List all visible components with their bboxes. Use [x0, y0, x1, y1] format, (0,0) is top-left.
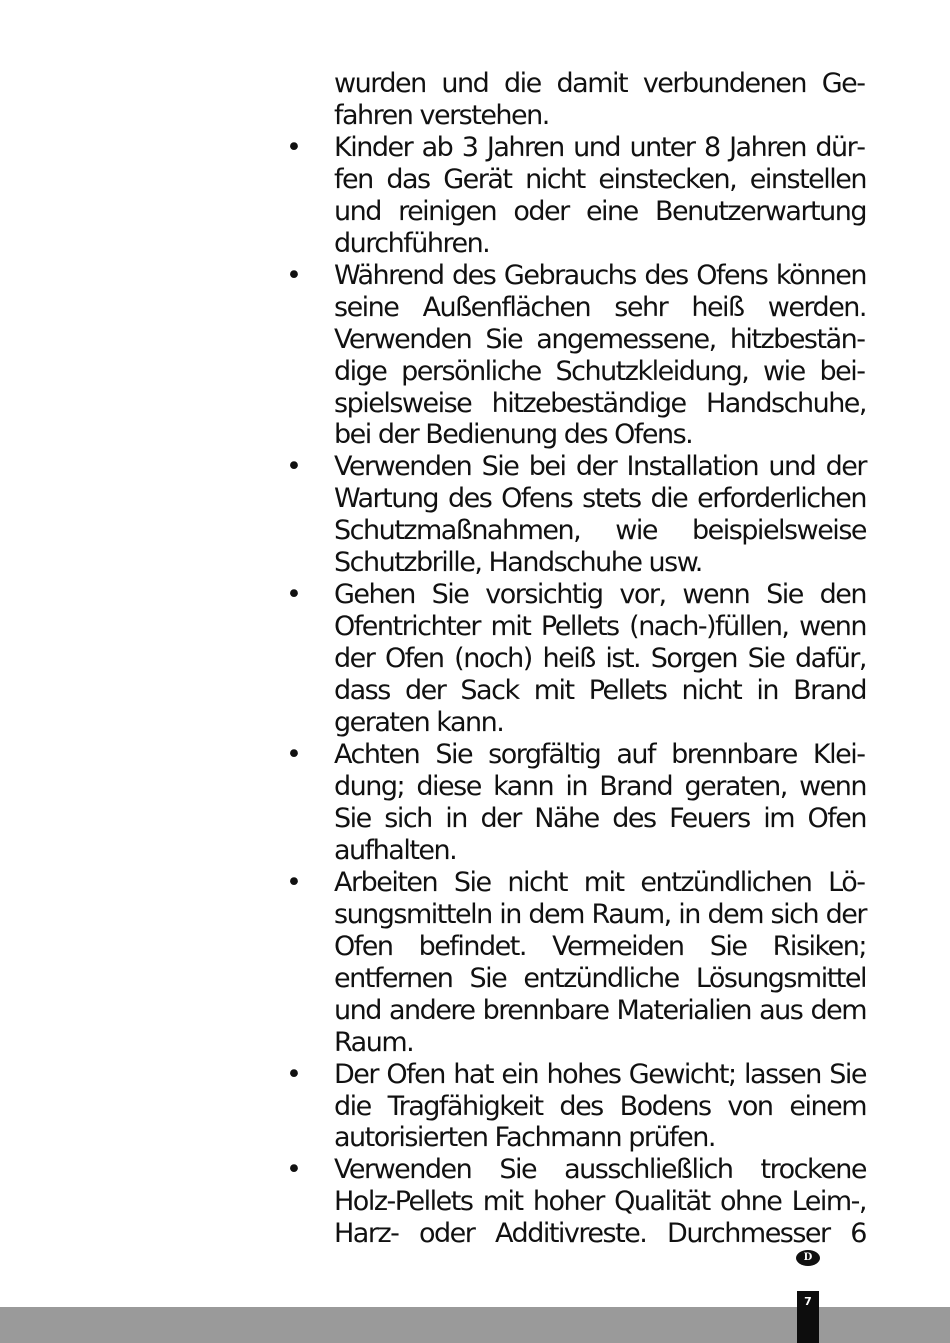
bullet-item-protective-measures	[286, 451, 866, 579]
bullet-item-pellets	[286, 1154, 866, 1250]
bullet-text: Verwenden Sie bei der Installation und der Wartung des Ofens stets die erforderlichen Schutzmaßnahmen, wie beispielsweise Schutzbrille, Handschuhe usw.	[334, 451, 866, 579]
document-body	[286, 68, 866, 1250]
bullet-icon: •	[286, 1058, 302, 1090]
bullet-text: Kinder ab 3 Jahren und unter 8 Jahren dürfen das Gerät nicht einstecken, einstellen und reinigen oder eine Benutzerwartung durchführen.	[334, 131, 866, 259]
bullet-icon: •	[286, 131, 302, 163]
bullet-text: Achten Sie sorgfältig auf brennbare Kleidung; diese kann in Brand geraten, wenn Sie sich in der Nähe des Feuers im Ofen aufhalten.	[334, 739, 866, 866]
bullet-icon: •	[286, 1154, 302, 1186]
bullet-icon: •	[286, 451, 302, 483]
bullet-item-refilling	[286, 579, 866, 739]
bullet-item-children	[286, 131, 866, 260]
bullet-text: Der Ofen hat ein hohes Gewicht; lassen Sie die Tragfähigkeit des Bodens von einem autorisierten Fachmann prüfen.	[334, 1058, 866, 1154]
safety-bullet-list	[286, 131, 866, 1250]
bullet-text: Verwenden Sie ausschließlich trockene Holz-Pellets mit hoher Qualität ohne Leim-, Harz- oder Additivreste. Durchmesser 6	[334, 1154, 866, 1250]
language-badge: D	[796, 1250, 820, 1266]
bullet-text: Gehen Sie vorsichtig vor, wenn Sie den Ofentrichter mit Pellets (nach-)füllen, wenn der Ofen (noch) heiß ist. Sorgen Sie dafür, dass der Sack mit Pellets nicht in Brand geraten kann.	[334, 579, 866, 739]
bullet-icon: •	[286, 739, 302, 771]
bullet-icon: •	[286, 579, 302, 611]
bullet-item-clothing	[286, 739, 866, 867]
bullet-icon: •	[286, 259, 302, 291]
bullet-item-solvents	[286, 866, 866, 1059]
bullet-text: Arbeiten Sie nicht mit entzündlichen Lösungsmitteln in dem Raum, in dem sich der Ofen befindet. Vermeiden Sie Risiken; entfernen Sie entzündliche Lösungsmittel und andere brennbare Materialien aus dem Raum.	[334, 866, 866, 1058]
bullet-icon: •	[286, 866, 302, 898]
bullet-text: Während des Gebrauchs des Ofens können seine Außenflächen sehr heiß werden. Verwenden Sie angemessene, hitzbeständige persönliche Schutzkleidung, wie beispielsweise hitzebeständige Handschuhe, bei der Bedienung des Ofens.	[334, 259, 866, 451]
page-number: 7	[797, 1291, 819, 1343]
bullet-item-hot-surfaces	[286, 259, 866, 452]
intro-paragraph: wurden und die damit verbundenen Gefahren verstehen.	[334, 68, 866, 131]
bullet-item-weight	[286, 1058, 866, 1155]
